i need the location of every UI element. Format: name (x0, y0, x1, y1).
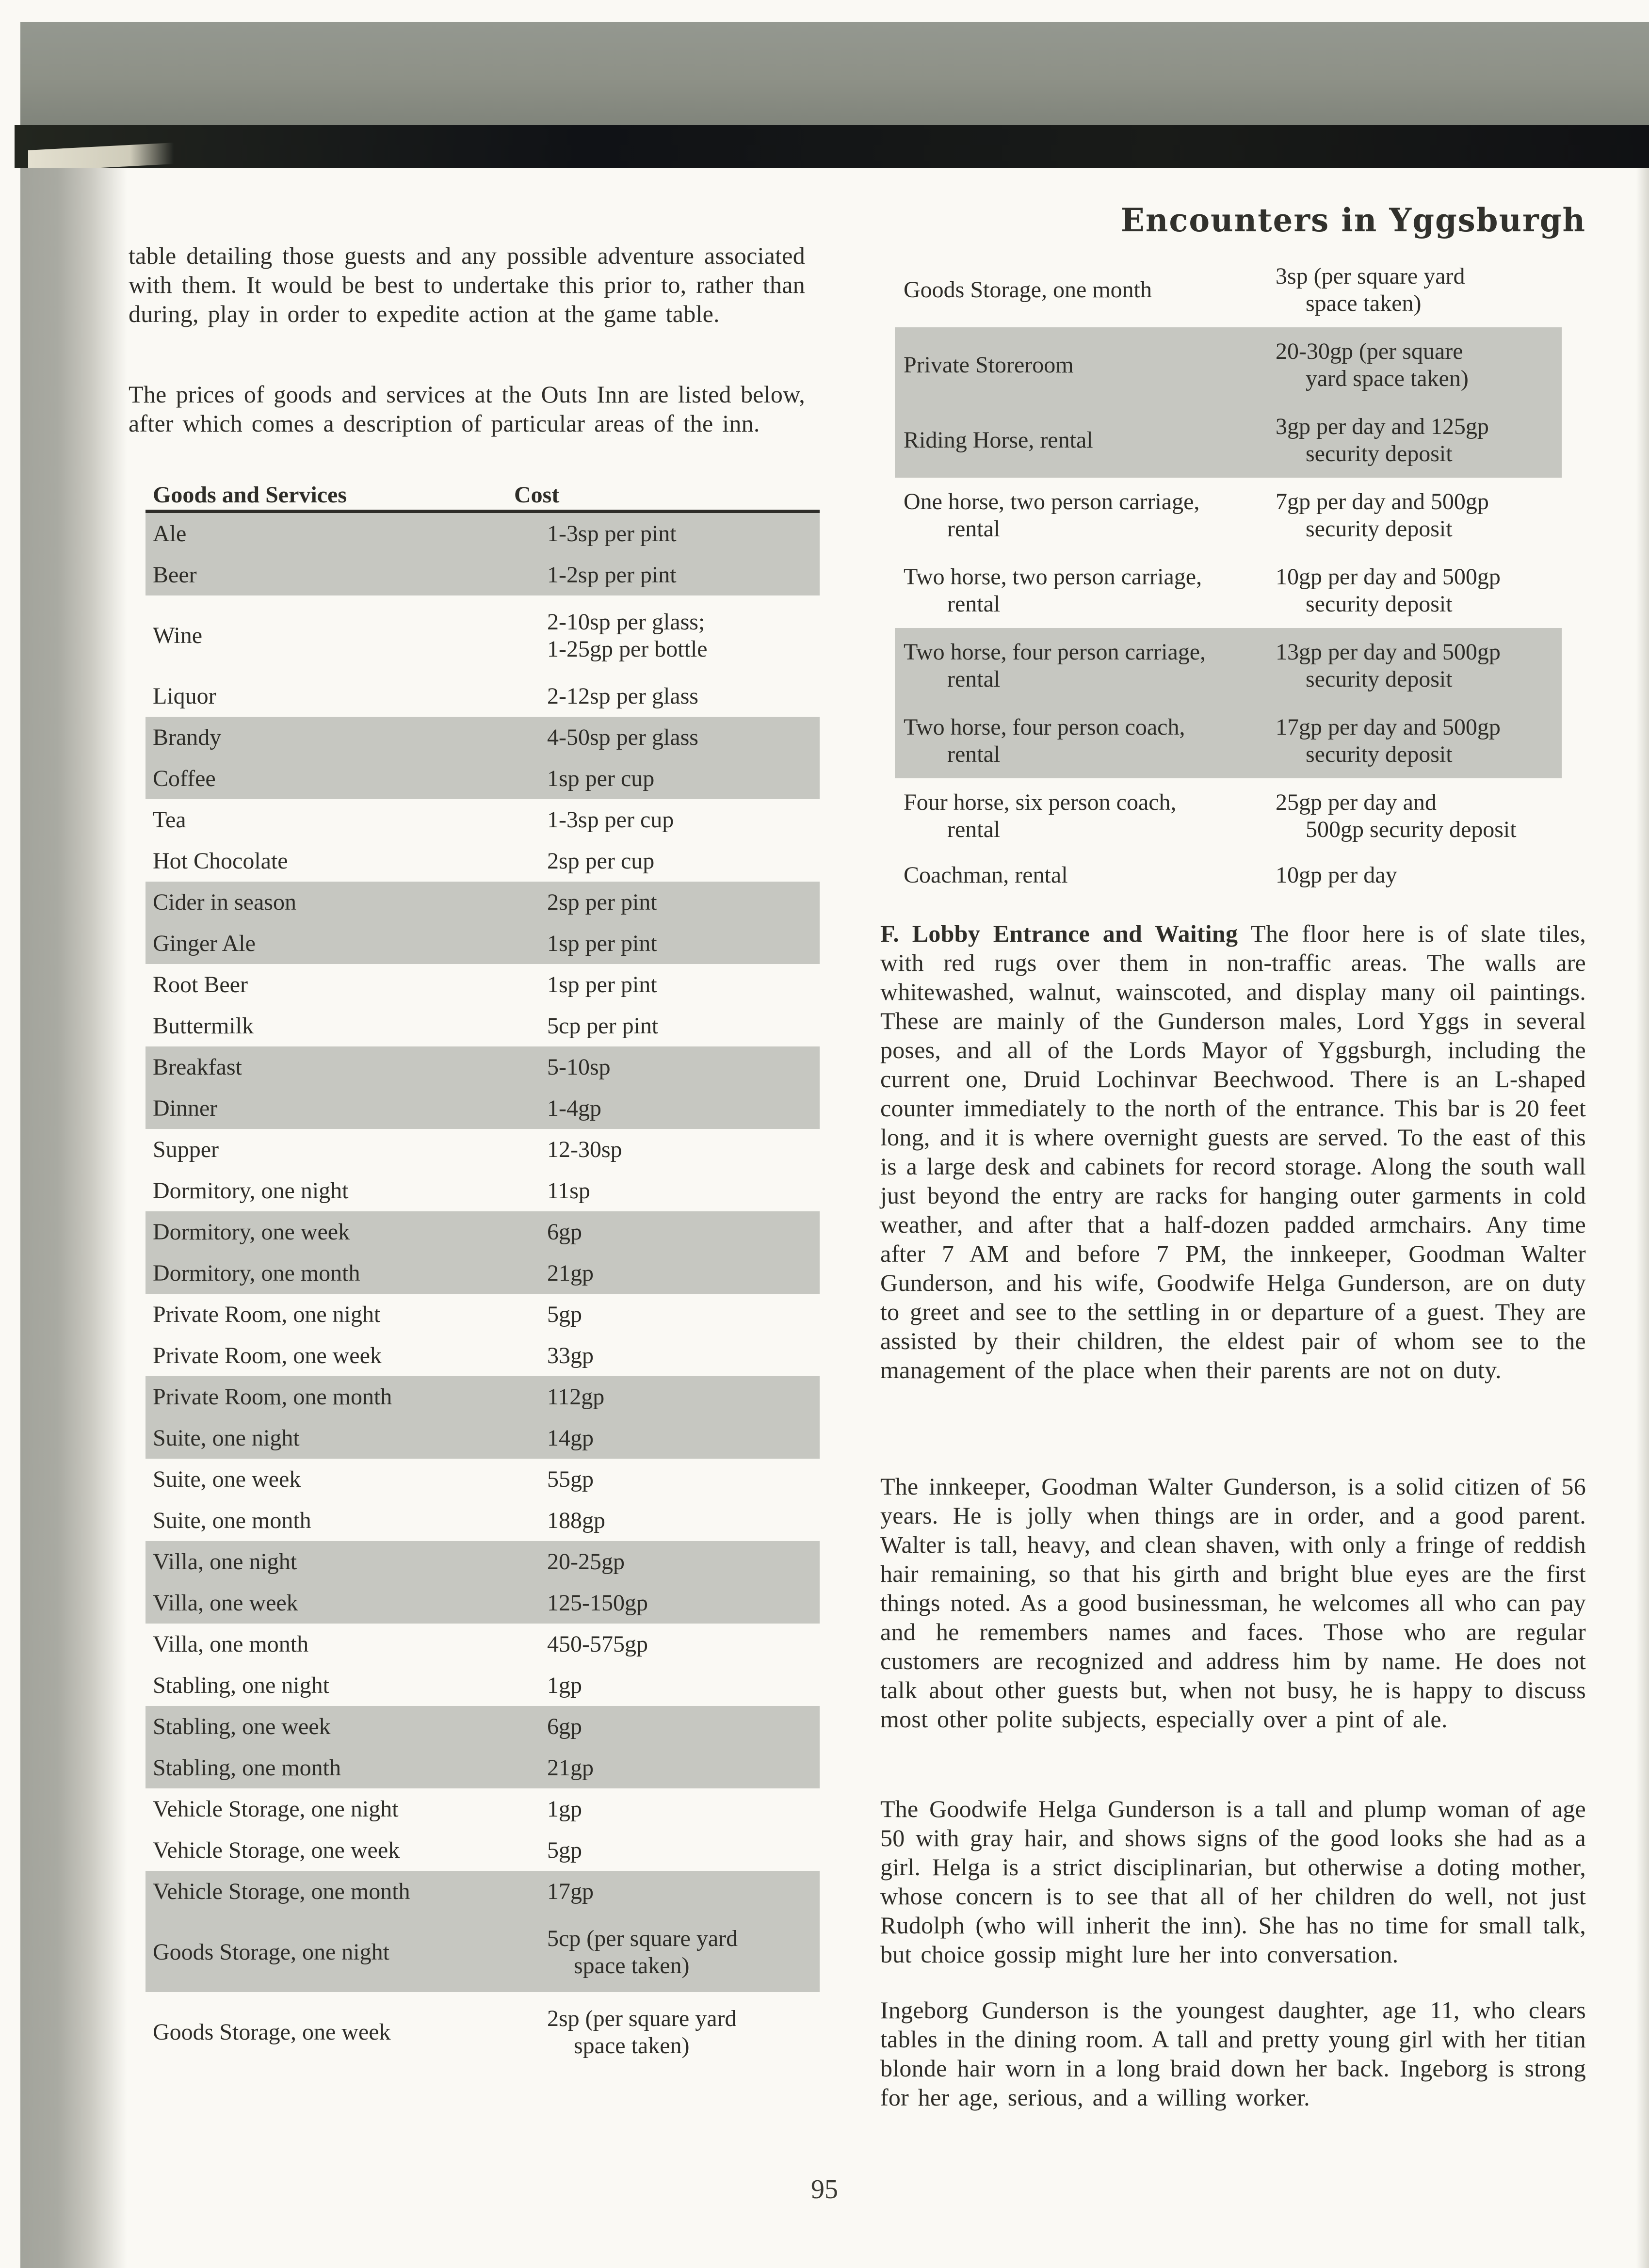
table-row (895, 402, 1562, 478)
table-row (146, 676, 820, 717)
goods-item-cell: Ginger Ale (153, 930, 256, 956)
goods-cost-cell: 2sp per pint (547, 889, 657, 915)
table-row (146, 1046, 820, 1088)
table-row (895, 628, 1562, 703)
goods-cost-cell: 21gp (547, 1260, 594, 1286)
table-row (895, 778, 1562, 853)
table-header-row (146, 480, 820, 510)
goods-item-cell: Vehicle Storage, one week (153, 1837, 400, 1863)
table-row (895, 252, 1562, 327)
column-header-goods: Goods and Services (153, 482, 347, 508)
goods-item-cell: Ale (153, 520, 187, 547)
table-row (146, 1129, 820, 1170)
goods-item-cell: Private Room, one month (153, 1383, 392, 1410)
table-row (146, 1005, 820, 1046)
table-row (146, 758, 820, 799)
table-row (146, 1706, 820, 1747)
table-row (146, 1376, 820, 1417)
goods-item-cell: Vehicle Storage, one night (153, 1796, 399, 1822)
table-row (146, 1665, 820, 1706)
goods-cost-cell: 6gp (547, 1713, 582, 1739)
goods-cost-cell: 5cp (per square yard space taken) (547, 1925, 738, 1978)
table-row (146, 1912, 820, 1992)
goods-cost-cell: 188gp (547, 1507, 605, 1533)
goods-cost-cell: 2-12sp per glass (547, 683, 698, 709)
goods-item-cell: Hot Chocolate (153, 848, 288, 874)
table-row (146, 1335, 820, 1376)
goods-item-cell: Four horse, six person coach, rental (904, 789, 1177, 842)
lobby-section-heading: F. Lobby Entrance and Waiting (880, 920, 1251, 947)
goods-cost-cell: 2sp (per square yard space taken) (547, 2005, 737, 2059)
goods-cost-cell: 112gp (547, 1383, 605, 1410)
column-header-cost: Cost (514, 482, 560, 508)
goods-item-cell: Villa, one week (153, 1590, 298, 1616)
table-row (895, 703, 1562, 778)
goods-cost-cell: 5gp (547, 1301, 582, 1327)
goods-item-cell: Villa, one month (153, 1631, 309, 1657)
table-row (146, 799, 820, 840)
goods-cost-cell: 125-150gp (547, 1590, 648, 1616)
goods-item-cell: Breakfast (153, 1054, 242, 1080)
goods-item-cell: Coachman, rental (904, 862, 1068, 888)
goods-item-cell: Root Beer (153, 971, 248, 997)
page-number: 95 (811, 2174, 838, 2204)
helga-paragraph: The Goodwife Helga Gunderson is a tall and plump woman of age 50 with gray hair, and shows signs of the good looks she had as a girl. Helga is a strict disciplinarian, but otherwise a doting mother, whose concern is to see that all of her children do well, not just Rudolph (who will inherit the inn). She has no time for small talk, but choice gossip might lure her into conversation. (880, 1795, 1586, 1968)
page-right-edge-shadow (1636, 168, 1649, 2268)
goods-cost-cell: 14gp (547, 1425, 594, 1451)
walter-paragraph: The innkeeper, Goodman Walter Gunderson, is a solid citizen of 56 years. He is jolly when things are in order, and a good parent. Walter is tall, heavy, and clean shaven, with only a fringe of reddish hair remaining, so that his girth and bright blue eyes are the first things noted. As a good businessman, he welcomes all who can pay and he remembers names and faces. Those who are regular customers are recognized and address him by name. He does not talk about other guests but, when not busy, he is happy to discuss most other polite subjects, especially over a pint of ale. (880, 1473, 1586, 1733)
goods-cost-cell: 5gp (547, 1837, 582, 1863)
table-rule (146, 510, 820, 513)
goods-cost-cell: 21gp (547, 1754, 594, 1781)
goods-item-cell: Wine (153, 622, 203, 648)
table-rows-right (895, 252, 1562, 897)
goods-cost-cell: 1-2sp per pint (547, 562, 677, 588)
table-row (146, 882, 820, 923)
goods-item-cell: Suite, one month (153, 1507, 311, 1533)
scan-background-band (20, 22, 1649, 125)
goods-item-cell: Two horse, four person coach, rental (904, 714, 1185, 767)
table-row (146, 1294, 820, 1335)
goods-item-cell: Dormitory, one night (153, 1177, 349, 1204)
goods-cost-cell: 1-3sp per pint (547, 520, 677, 547)
goods-cost-cell: 25gp per day and 500gp security deposit (1276, 789, 1517, 842)
table-row (146, 1992, 820, 2072)
goods-cost-cell: 10gp per day (1276, 862, 1397, 888)
goods-item-cell: Brandy (153, 724, 222, 750)
page-gutter-shadow (20, 168, 127, 2268)
goods-item-cell: Tea (153, 806, 186, 833)
table-row (895, 853, 1562, 897)
ingeborg-paragraph: Ingeborg Gunderson is the youngest daughter, age 11, who clears tables in the dining room. A tall and pretty young girl with her titian blonde hair worn in a long braid down her back. Ingeborg is strong for her age, serious, and a willing worker. (880, 1996, 1586, 2111)
table-row (146, 1253, 820, 1294)
goods-cost-cell: 5-10sp (547, 1054, 611, 1080)
goods-cost-cell: 13gp per day and 500gp security deposit (1276, 639, 1501, 692)
goods-cost-cell: 7gp per day and 500gp security deposit (1276, 488, 1489, 542)
goods-item-cell: Dormitory, one month (153, 1260, 360, 1286)
goods-item-cell: Dormitory, one week (153, 1219, 350, 1245)
goods-item-cell: Dinner (153, 1095, 218, 1121)
goods-item-cell: Cider in season (153, 889, 296, 915)
goods-item-cell: Two horse, four person carriage, rental (904, 639, 1206, 692)
table-row (146, 1500, 820, 1541)
goods-cost-cell: 20-30gp (per square yard space taken) (1276, 338, 1469, 391)
goods-cost-cell: 1gp (547, 1796, 582, 1822)
goods-cost-cell: 2-10sp per glass; 1-25gp per bottle (547, 609, 708, 662)
goods-item-cell: Suite, one night (153, 1425, 300, 1451)
table-row (146, 1582, 820, 1624)
goods-item-cell: Goods Storage, one week (153, 2019, 391, 2045)
table-row (146, 1459, 820, 1500)
table-row (146, 1211, 820, 1253)
table-row (146, 840, 820, 882)
page-header-title: Encounters in Yggsburgh (1121, 201, 1586, 240)
goods-item-cell: Stabling, one night (153, 1672, 329, 1698)
goods-cost-cell: 6gp (547, 1219, 582, 1245)
table-row (146, 513, 820, 554)
lobby-section-paragraph (880, 919, 1586, 1384)
goods-cost-cell: 3sp (per square yard space taken) (1276, 263, 1465, 316)
goods-item-cell: One horse, two person carriage, rental (904, 488, 1200, 542)
table-row (146, 1788, 820, 1830)
goods-cost-cell: 1-4gp (547, 1095, 601, 1121)
table-row (895, 478, 1562, 553)
goods-item-cell: Private Storeroom (904, 352, 1074, 378)
goods-cost-cell: 1sp per pint (547, 930, 657, 956)
goods-item-cell: Private Room, one week (153, 1342, 382, 1368)
goods-cost-cell: 5cp per pint (547, 1013, 659, 1039)
goods-item-cell: Stabling, one month (153, 1754, 341, 1781)
goods-item-cell: Riding Horse, rental (904, 427, 1093, 453)
table-row (146, 554, 820, 595)
table-row (146, 923, 820, 964)
goods-item-cell: Beer (153, 562, 197, 588)
table-row (146, 1624, 820, 1665)
table-row (895, 327, 1562, 402)
goods-cost-cell: 12-30sp (547, 1136, 622, 1162)
goods-item-cell: Goods Storage, one month (904, 276, 1152, 303)
goods-item-cell: Supper (153, 1136, 219, 1162)
table-row (895, 553, 1562, 628)
goods-cost-cell: 11sp (547, 1177, 590, 1204)
goods-cost-cell: 33gp (547, 1342, 594, 1368)
goods-cost-cell: 1gp (547, 1672, 582, 1698)
table-rows-left (146, 513, 820, 2072)
goods-cost-cell: 1sp per pint (547, 971, 657, 997)
goods-item-cell: Goods Storage, one night (153, 1939, 389, 1965)
table-row (146, 1747, 820, 1788)
table-row (146, 1871, 820, 1912)
goods-item-cell: Suite, one week (153, 1466, 301, 1492)
intro-paragraph-2: The prices of goods and services at the Outs Inn are listed below, after which comes a description of particular areas of the inn. (129, 381, 805, 437)
goods-item-cell: Liquor (153, 683, 216, 709)
table-row (146, 964, 820, 1005)
scan-dark-edge-band (15, 125, 1649, 168)
goods-cost-cell: 17gp (547, 1878, 594, 1904)
goods-cost-cell: 2sp per cup (547, 848, 655, 874)
table-row (146, 1088, 820, 1129)
table-row (146, 1170, 820, 1211)
goods-cost-cell: 10gp per day and 500gp security deposit (1276, 563, 1501, 617)
goods-item-cell: Coffee (153, 765, 216, 791)
goods-services-table-right (895, 252, 1562, 897)
table-row (146, 1417, 820, 1459)
goods-cost-cell: 450-575gp (547, 1631, 648, 1657)
goods-cost-cell: 1sp per cup (547, 765, 655, 791)
goods-item-cell: Private Room, one night (153, 1301, 381, 1327)
table-row (146, 717, 820, 758)
goods-cost-cell: 1-3sp per cup (547, 806, 674, 833)
goods-item-cell: Vehicle Storage, one month (153, 1878, 410, 1904)
intro-paragraph-1: table detailing those guests and any possible adventure associated with them. It would be best to undertake this prior to, rather than during, play in order to expedite action at the game table. (129, 242, 805, 327)
table-row (146, 1541, 820, 1582)
goods-cost-cell: 20-25gp (547, 1548, 625, 1575)
goods-item-cell: Buttermilk (153, 1013, 254, 1039)
goods-cost-cell: 17gp per day and 500gp security deposit (1276, 714, 1501, 767)
goods-cost-cell: 55gp (547, 1466, 594, 1492)
lobby-section-body: The floor here is of slate tiles, with red rugs over them in non-traffic areas. The walls are whitewashed, walnut, wainscoted, and display many oil paintings. These are mainly of the Gunderson males, Lord Yggs in several poses, and all of the Lords Mayor of Yggsburgh, including the current one, Druid Lochinvar Beechwood. There is an L-shaped counter immediately to the north of the entrance. This bar is 20 feet long, and it is where overnight guests are served. To the east of this is a large desk and cabinets for record storage. Along the south wall just beyond the entry are racks for hanging outer garments in cold weather, and after that a half-dozen padded armchairs. Any time after 7 AM and before 7 PM, the innkeeper, Goodman Walter Gunderson, and his wife, Goodwife Helga Gunderson, are on duty to greet and see to the settling in or departure of a guest. They are assisted by their children, the eldest pair of whom see to the management of the place when their parents are not on duty. (880, 920, 1586, 1383)
goods-cost-cell: 3gp per day and 125gp security deposit (1276, 413, 1489, 466)
goods-services-table-left (146, 480, 820, 2072)
table-row (146, 595, 820, 676)
goods-item-cell: Stabling, one week (153, 1713, 331, 1739)
table-row (146, 1830, 820, 1871)
goods-item-cell: Two horse, two person carriage, rental (904, 563, 1202, 617)
goods-cost-cell: 4-50sp per glass (547, 724, 698, 750)
goods-item-cell: Villa, one night (153, 1548, 297, 1575)
